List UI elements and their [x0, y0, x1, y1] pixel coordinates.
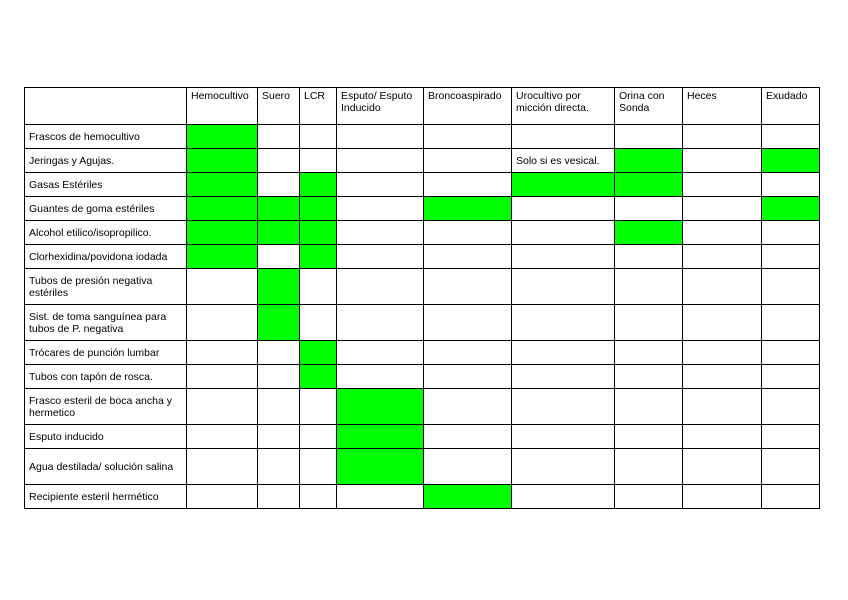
- column-header: LCR: [300, 88, 337, 125]
- table-row: [25, 389, 820, 425]
- empty-cell: [258, 341, 300, 365]
- empty-cell: [258, 365, 300, 389]
- empty-cell: [300, 449, 337, 485]
- empty-cell: [258, 425, 300, 449]
- empty-cell: [762, 485, 820, 509]
- empty-cell: [762, 341, 820, 365]
- marked-cell: [300, 245, 337, 269]
- empty-cell: [615, 125, 683, 149]
- empty-cell: [187, 341, 258, 365]
- empty-cell: [615, 197, 683, 221]
- marked-cell: [615, 221, 683, 245]
- empty-cell: [337, 485, 424, 509]
- empty-cell: [615, 341, 683, 365]
- empty-cell: [615, 365, 683, 389]
- table-row: [25, 173, 820, 197]
- table-row: [25, 149, 820, 173]
- empty-cell: [424, 125, 512, 149]
- table-row: [25, 485, 820, 509]
- empty-cell: [337, 365, 424, 389]
- table-row: [25, 365, 820, 389]
- table-row: [25, 245, 820, 269]
- marked-cell: [187, 173, 258, 197]
- marked-cell: [424, 197, 512, 221]
- column-header: Orina con Sonda: [615, 88, 683, 125]
- empty-cell: [615, 269, 683, 305]
- empty-cell: [762, 269, 820, 305]
- empty-cell: [300, 305, 337, 341]
- empty-cell: [762, 245, 820, 269]
- empty-cell: [762, 173, 820, 197]
- marked-cell: [258, 197, 300, 221]
- marked-cell: [424, 485, 512, 509]
- row-label: Trócares de punción lumbar: [25, 341, 187, 365]
- table-row: [25, 341, 820, 365]
- empty-cell: [300, 485, 337, 509]
- empty-cell: [615, 449, 683, 485]
- empty-cell: [424, 221, 512, 245]
- marked-cell: [300, 173, 337, 197]
- marked-cell: [615, 173, 683, 197]
- marked-cell: [300, 365, 337, 389]
- row-label: Esputo inducido: [25, 425, 187, 449]
- materials-table: [24, 87, 820, 509]
- empty-cell: [337, 125, 424, 149]
- empty-cell: [187, 365, 258, 389]
- empty-cell: [337, 305, 424, 341]
- table-row: [25, 305, 820, 341]
- row-label: Alcohol etilico/isopropilico.: [25, 221, 187, 245]
- empty-cell: [762, 305, 820, 341]
- empty-cell: [683, 389, 762, 425]
- empty-cell: [424, 305, 512, 341]
- column-header: Esputo/ Esputo Inducido: [337, 88, 424, 125]
- empty-cell: [683, 221, 762, 245]
- column-header: Hemocultivo: [187, 88, 258, 125]
- row-label: Agua destilada/ solución salina: [25, 449, 187, 485]
- column-header: Suero: [258, 88, 300, 125]
- empty-cell: [762, 389, 820, 425]
- table-row: [25, 221, 820, 245]
- table-row: [25, 269, 820, 305]
- empty-cell: [683, 449, 762, 485]
- empty-cell: [762, 221, 820, 245]
- empty-cell: [512, 125, 615, 149]
- row-label: Guantes de goma estériles: [25, 197, 187, 221]
- empty-cell: [337, 173, 424, 197]
- empty-cell: [337, 269, 424, 305]
- empty-cell: [337, 197, 424, 221]
- table-body: [25, 125, 820, 509]
- empty-cell: [512, 425, 615, 449]
- empty-cell: [512, 221, 615, 245]
- empty-cell: [683, 197, 762, 221]
- empty-cell: [683, 149, 762, 173]
- marked-cell: [300, 341, 337, 365]
- empty-cell: [683, 425, 762, 449]
- table-row: [25, 449, 820, 485]
- empty-cell: [258, 125, 300, 149]
- empty-cell: [258, 173, 300, 197]
- row-label: Gasas Estériles: [25, 173, 187, 197]
- marked-cell: [337, 389, 424, 425]
- empty-cell: [337, 245, 424, 269]
- empty-cell: [615, 245, 683, 269]
- marked-cell: [615, 149, 683, 173]
- empty-cell: [512, 365, 615, 389]
- empty-cell: [424, 269, 512, 305]
- empty-cell: Solo si es vesical.: [512, 149, 615, 173]
- empty-cell: [258, 149, 300, 173]
- empty-cell: [300, 149, 337, 173]
- table-row: [25, 425, 820, 449]
- empty-cell: [424, 245, 512, 269]
- marked-cell: [187, 221, 258, 245]
- empty-cell: [187, 305, 258, 341]
- empty-cell: [683, 485, 762, 509]
- row-label: Sist. de toma sanguínea para tubos de P. negativa: [25, 305, 187, 341]
- empty-cell: [762, 425, 820, 449]
- empty-cell: [683, 173, 762, 197]
- marked-cell: [187, 245, 258, 269]
- empty-cell: [258, 485, 300, 509]
- column-header: Broncoaspirado: [424, 88, 512, 125]
- empty-cell: [337, 149, 424, 173]
- empty-cell: [512, 389, 615, 425]
- marked-cell: [187, 125, 258, 149]
- marked-cell: [337, 425, 424, 449]
- empty-cell: [683, 365, 762, 389]
- marked-cell: [762, 149, 820, 173]
- empty-cell: [512, 485, 615, 509]
- row-label: Recipiente esteril hermético: [25, 485, 187, 509]
- empty-cell: [762, 449, 820, 485]
- empty-cell: [424, 365, 512, 389]
- marked-cell: [187, 197, 258, 221]
- empty-cell: [187, 425, 258, 449]
- empty-cell: [424, 449, 512, 485]
- row-label: Frasco esteril de boca ancha y hermetico: [25, 389, 187, 425]
- empty-cell: [424, 341, 512, 365]
- row-label: Frascos de hemocultivo: [25, 125, 187, 149]
- empty-cell: [683, 125, 762, 149]
- empty-cell: [512, 269, 615, 305]
- row-label: Tubos con tapón de rosca.: [25, 365, 187, 389]
- empty-cell: [187, 389, 258, 425]
- empty-cell: [615, 485, 683, 509]
- empty-cell: [512, 341, 615, 365]
- row-label: Clorhexidina/povidona iodada: [25, 245, 187, 269]
- empty-cell: [615, 389, 683, 425]
- empty-cell: [683, 269, 762, 305]
- table-row: [25, 197, 820, 221]
- empty-cell: [683, 305, 762, 341]
- empty-cell: [424, 425, 512, 449]
- row-label: Jeringas y Agujas.: [25, 149, 187, 173]
- header-row: [25, 88, 820, 125]
- column-header: Urocultivo por micción directa.: [512, 88, 615, 125]
- marked-cell: [258, 221, 300, 245]
- empty-cell: [258, 245, 300, 269]
- empty-cell: [187, 485, 258, 509]
- empty-cell: [337, 341, 424, 365]
- empty-cell: [300, 389, 337, 425]
- marked-cell: [300, 221, 337, 245]
- empty-cell: [258, 389, 300, 425]
- empty-cell: [258, 449, 300, 485]
- empty-cell: [762, 365, 820, 389]
- marked-cell: [187, 149, 258, 173]
- empty-cell: [683, 245, 762, 269]
- empty-cell: [300, 269, 337, 305]
- marked-cell: [337, 449, 424, 485]
- column-header: Heces: [683, 88, 762, 125]
- empty-cell: [187, 449, 258, 485]
- empty-cell: [512, 245, 615, 269]
- empty-cell: [300, 125, 337, 149]
- table-row: [25, 125, 820, 149]
- marked-cell: [258, 269, 300, 305]
- marked-cell: [300, 197, 337, 221]
- empty-cell: [762, 125, 820, 149]
- corner-header-cell: [25, 88, 187, 125]
- marked-cell: [258, 305, 300, 341]
- empty-cell: [615, 425, 683, 449]
- column-header: Exudado: [762, 88, 820, 125]
- empty-cell: [615, 305, 683, 341]
- empty-cell: [424, 149, 512, 173]
- empty-cell: [424, 173, 512, 197]
- empty-cell: [512, 197, 615, 221]
- row-label: Tubos de presión negativa estériles: [25, 269, 187, 305]
- empty-cell: [300, 425, 337, 449]
- empty-cell: [424, 389, 512, 425]
- empty-cell: [337, 221, 424, 245]
- empty-cell: [512, 449, 615, 485]
- marked-cell: [512, 173, 615, 197]
- empty-cell: [187, 269, 258, 305]
- marked-cell: [762, 197, 820, 221]
- empty-cell: [512, 305, 615, 341]
- empty-cell: [683, 341, 762, 365]
